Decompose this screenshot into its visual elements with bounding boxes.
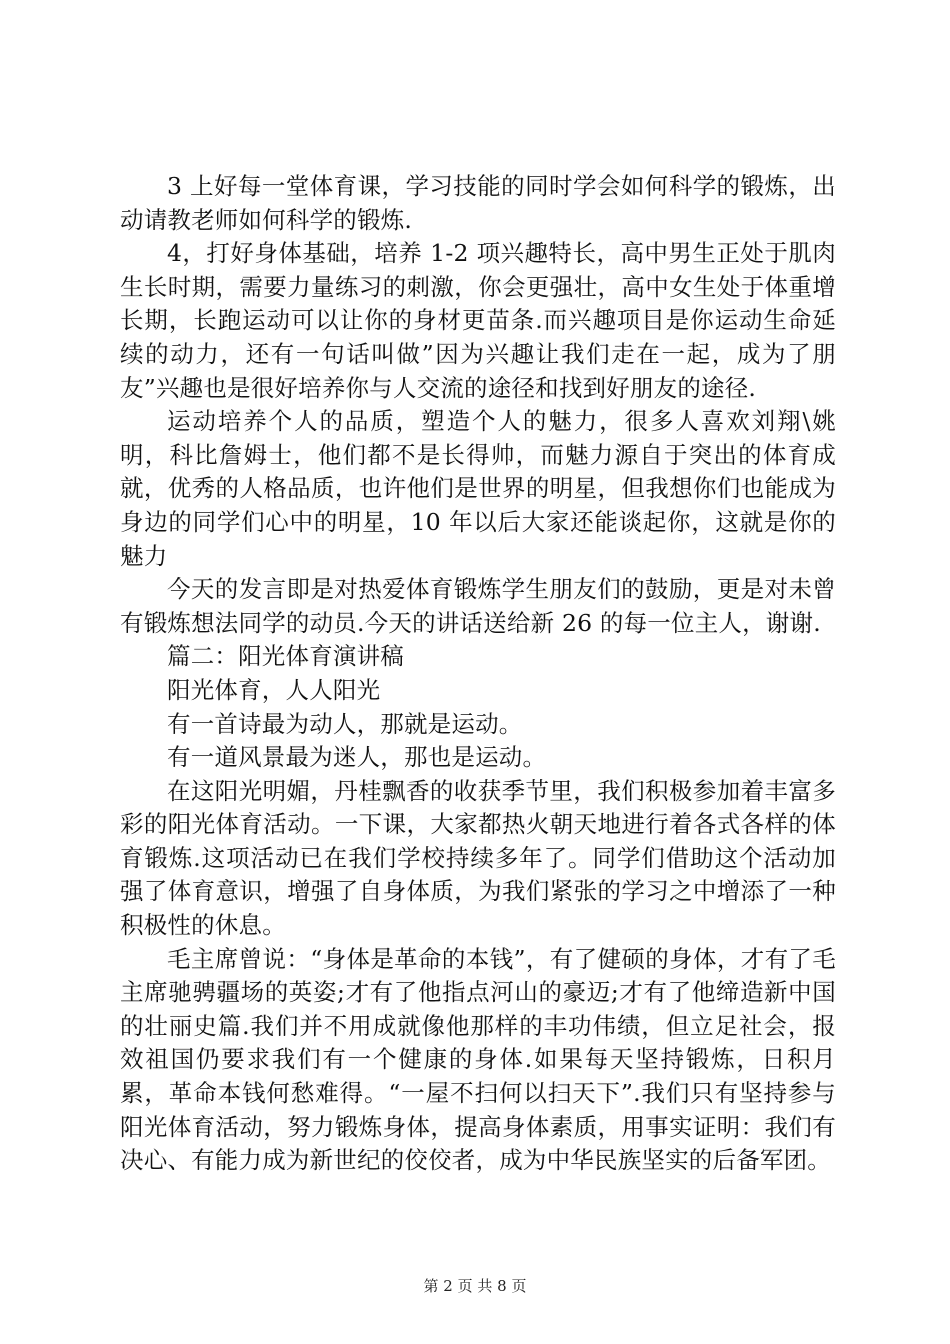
section-heading: 篇二：阳光体育演讲稿 bbox=[167, 642, 404, 671]
paragraph: 有一道风景最为迷人，那也是运动。 bbox=[167, 743, 547, 772]
paragraph: 有一首诗最为动人，那就是运动。 bbox=[167, 709, 523, 738]
speech-title: 阳光体育，人人阳光 bbox=[167, 675, 381, 704]
paragraph: 在这阳光明媚，丹桂飘香的收获季节里，我们积极参加着丰富多彩的阳光体育活动。一下课，大家都热火朝天地进行着各式各样的体育锻炼.这项活动已在我们学校持续多年了。同学们借助这个活动加强了体育意识，增强了自身体质，为我们紧张的学习之中增添了一种积极性的休息。 bbox=[120, 776, 836, 940]
paragraph: 4，打好身体基础，培养 1-2 项兴趣特长，高中男生正处于肌肉生长时期，需要力量练习的刺激，你会更强壮，高中女生处于体重增长期，长跑运动可以让你的身材更苗条.而兴趣项目是你运动生命延续的动力，还有一句话叫做”因为兴趣让我们走在一起，成为了朋友”兴趣也是很好培养你与人交流的途径和找到好朋友的途径. bbox=[120, 239, 836, 402]
page-indicator: 第 2 页 共 8 页 bbox=[423, 1277, 527, 1295]
page-footer bbox=[0, 1276, 950, 1296]
document-body bbox=[120, 170, 836, 1178]
paragraph: 毛主席曾说：“身体是革命的本钱”，有了健硕的身体，才有了毛主席驰骋疆场的英姿;才有了他指点河山的豪迈;才有了他缔造新中国的壮丽史篇.我们并不用成就像他那样的丰功伟绩，但立足社会，报效祖国仍要求我们有一个健康的身体.如果每天坚持锻炼，日积月累，革命本钱何愁难得。“一屋不扫何以扫天下”.我们只有坚持参与阳光体育活动，努力锻炼身体，提高身体素质，用事实证明：我们有决心、有能力成为新世纪的佼佼者，成为中华民族坚实的后备军团。 bbox=[120, 944, 836, 1175]
paragraph: 3 上好每一堂体育课，学习技能的同时学会如何科学的锻炼，出动请教老师如何科学的锻炼. bbox=[120, 172, 836, 234]
paragraph: 运动培养个人的品质，塑造个人的魅力，很多人喜欢刘翔\姚明，科比詹姆士，他们都不是长得帅，而魅力源自于突出的体育成就，优秀的人格品质，也许他们是世界的明星，但我想你们也能成为身边的同学们心中的明星，10 年以后大家还能谈起你，这就是你的魅力 bbox=[120, 407, 836, 570]
paragraph: 今天的发言即是对热爱体育锻炼学生朋友们的鼓励，更是对未曾有锻炼想法同学的动员.今天的讲话送给新 26 的每一位主人，谢谢. bbox=[120, 575, 836, 637]
